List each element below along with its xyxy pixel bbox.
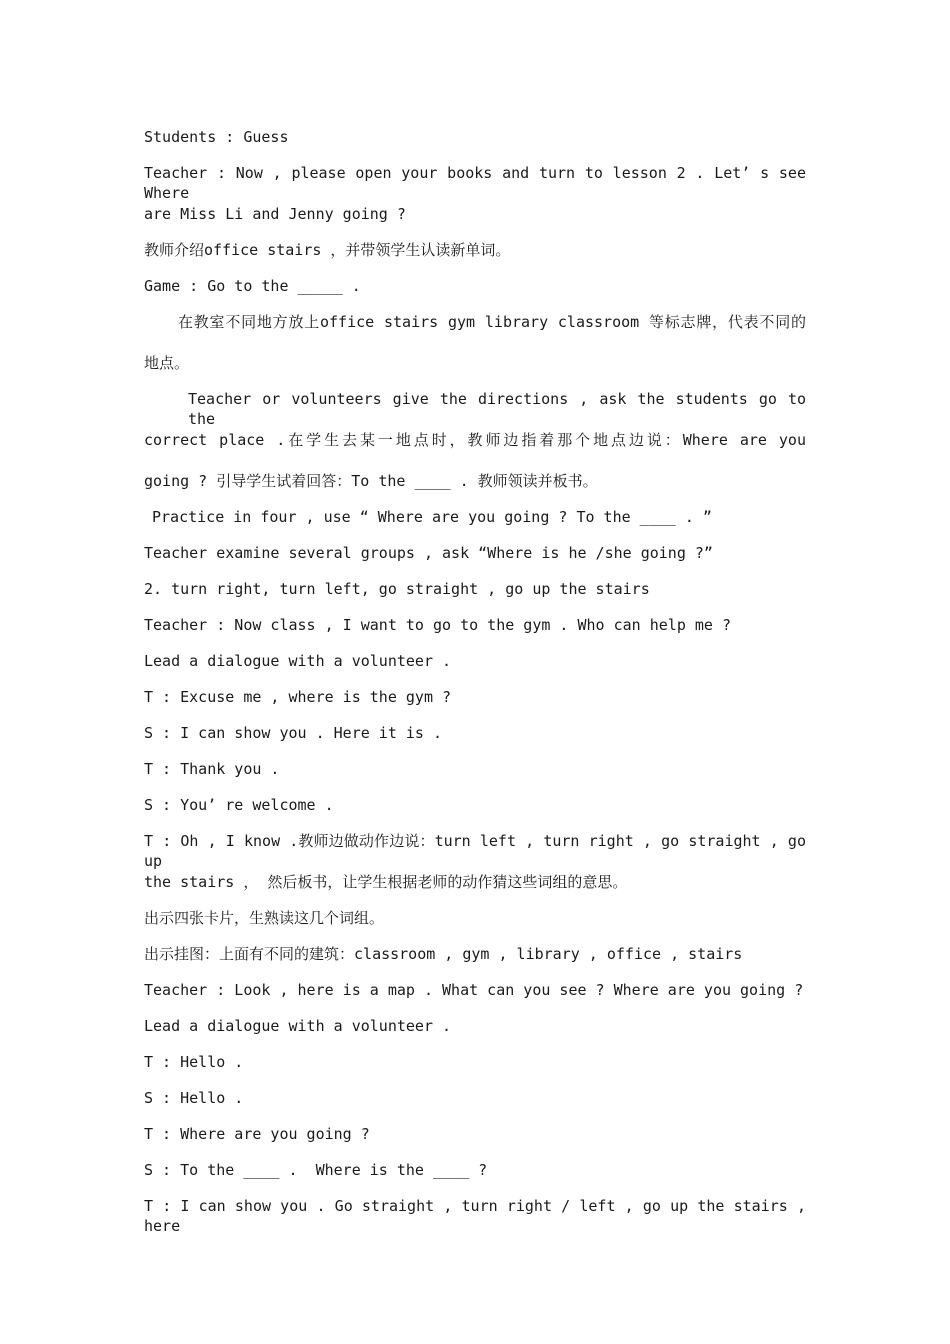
text-line: Teacher or volunteers give the directions , ask the students go to the	[188, 390, 806, 428]
text-line: T : I can show you . Go straight , turn right / left , go up the stairs , here	[144, 1197, 806, 1235]
text-line: going ? 引导学生试着回答：To the ____ . 教师领读并板书。	[144, 472, 598, 490]
text-line: Teacher examine several groups , ask “Where is he /she going ?”	[144, 544, 713, 562]
text-line: 在教室不同地方放上office stairs gym library classroom 等标志牌，代表不同的	[178, 313, 806, 331]
text-line: the stairs ， 然后板书，让学生根据老师的动作猜这些词组的意思。	[144, 873, 628, 891]
text-line: Lead a dialogue with a volunteer .	[144, 652, 452, 670]
text-line: Teacher : Now class , I want to go to the gym . Who can help me ?	[144, 616, 731, 634]
text-line: Lead a dialogue with a volunteer .	[144, 1017, 452, 1035]
text-line: S : Hello .	[144, 1089, 244, 1107]
text-line: 出示挂图：上面有不同的建筑：classroom , gym , library , office , stairs	[144, 945, 743, 963]
text-line: S : I can show you . Here it is .	[144, 724, 443, 742]
text-line: 2. turn right, turn left, go straight , go up the stairs	[144, 580, 650, 598]
text-line: T : Where are you going ?	[144, 1125, 370, 1143]
text-line: T : Oh , I know .教师边做动作边说：turn left , turn right , go straight , go up	[144, 832, 806, 870]
text-line: Game : Go to the _____ .	[144, 277, 361, 295]
text-line: S : To the ____ . Where is the ____ ?	[144, 1161, 488, 1179]
text-line: T : Excuse me , where is the gym ?	[144, 688, 452, 706]
text-line: Students : Guess	[144, 128, 289, 146]
text-line: correct place .在学生去某一地点时，教师边指着那个地点边说：Where are you	[144, 431, 806, 449]
text-line: T : Hello .	[144, 1053, 244, 1071]
text-line: Teacher : Now , please open your books and turn to lesson 2 . Let’ s see Where	[144, 164, 806, 202]
text-line: 教师介绍office stairs ，并带领学生认读新单词。	[144, 241, 511, 259]
text-line: T : Thank you .	[144, 760, 280, 778]
text-line: Practice in four , use “ Where are you going ? To the ____ . ”	[152, 508, 712, 526]
text-line: 出示四张卡片，生熟读这几个词组。	[144, 909, 385, 927]
text-line: S : You’ re welcome .	[144, 796, 334, 814]
text-line: Teacher : Look , here is a map . What can you see ? Where are you going ?	[144, 981, 804, 999]
text-line: 地点。	[144, 354, 190, 372]
text-line: are Miss Li and Jenny going ?	[144, 205, 406, 223]
